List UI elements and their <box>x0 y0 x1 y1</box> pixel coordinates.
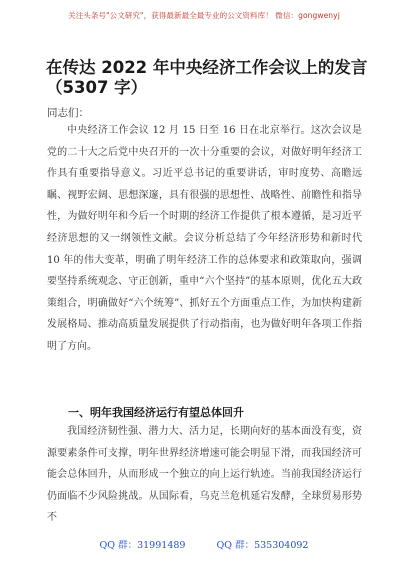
footer <box>0 537 408 551</box>
paragraph-1: 中央经济工作会议 12 月 15 日至 16 日在北京举行。这次会议是党的二十大之后党中央召开的一次十分重要的会议，对做好明年经济工作具有重要指导意义。习近平总书记的重要讲话，审时度势、高瞻远瞩、视野宏阔、思想深邃，具有很强的思想性、战略性、前瞻性和指导性，为做好明年和今后一个时期的经济工作提供了根本遵循，是习近平经济思想的又一纲领性文献。会议分析总结了今年经济形势和新时代 10 年的伟大变革，明确了明年经济工作的总体要求和政策取向，强调要坚持系统观念、守正创新，重申“六个坚持”的基本原则，优化五大政策组合，明确做好“六个统筹”、抓好五个方面重点工作，为加快构建新发展格局、推动高质量发展提供了行动指南，也为做好明年各项工作指明了方向。 <box>47 125 362 352</box>
document-title: 在传达 2022 年中央经济工作会议上的发言（5307 字） <box>46 58 368 97</box>
footer-qq-group-1: QQ 群：31991489 <box>99 540 186 551</box>
section-heading-1: 一、明年我国经济运行有望总体回升 <box>68 406 244 419</box>
footer-qq-group-2: QQ 群：535304092 <box>216 540 309 551</box>
header-banner: 关注头条号"公文研究"，获得最新最全最专业的公文资料库！ 微信：gongwenyj <box>68 11 340 20</box>
paragraph-2: 我国经济韧性强、潜力大、活力足，长期向好的基本面没有变，资源要素条件可支撑，明年世界经济增速可能会明显下滑，而我国经济可能会总体回升，从而形成一个独立的向上运行轨迹。当前我国经济运行仍面临不少风险挑战。从国际看，乌克兰危机延宕发酵，全球贸易形势不 <box>47 426 362 524</box>
salutation: 同志们： <box>47 107 89 119</box>
